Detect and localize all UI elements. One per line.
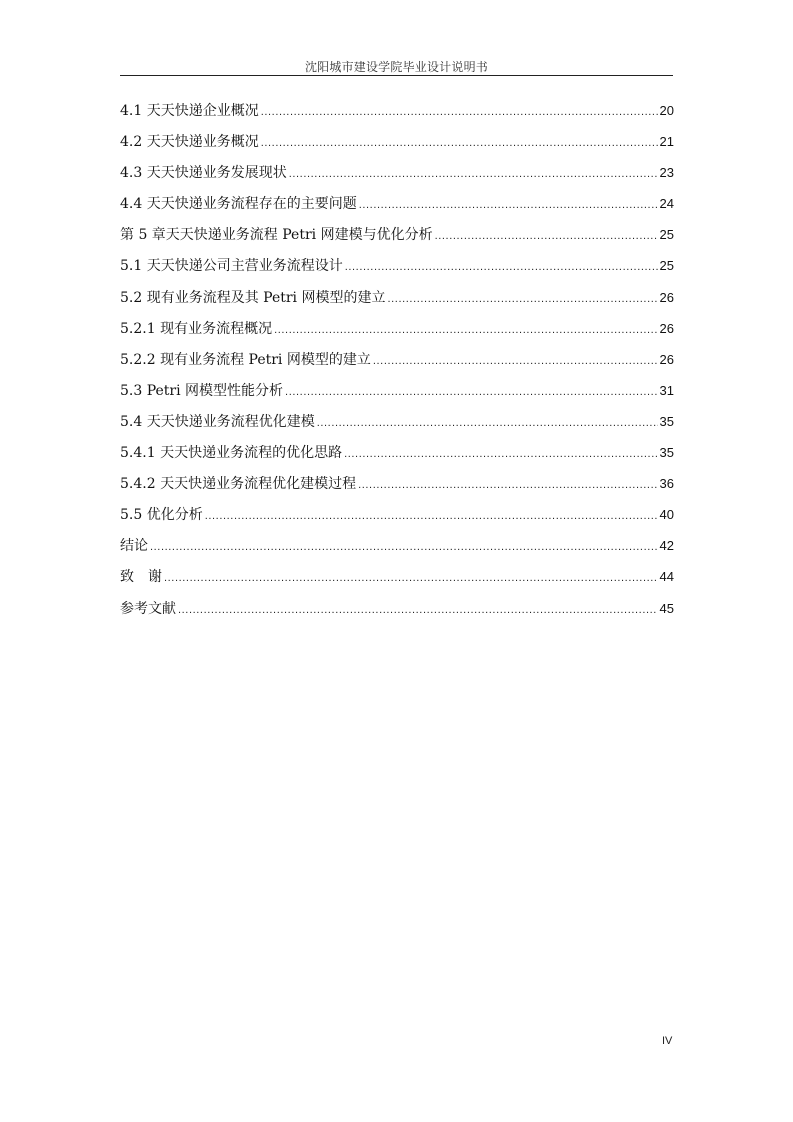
toc-entry-title: 5.5 优化分析 — [120, 507, 203, 524]
toc-entry-title: 5.4.2 天天快递业务流程优化建模过程 — [120, 476, 357, 493]
toc-entry[interactable] — [120, 566, 674, 597]
toc-entry[interactable] — [120, 411, 674, 442]
toc-entry-page: 23 — [659, 165, 674, 181]
toc-entry-page: 21 — [659, 134, 674, 150]
toc-entry[interactable] — [120, 535, 674, 566]
toc-leader-dots — [373, 350, 658, 372]
toc-entry[interactable] — [120, 442, 674, 473]
table-of-contents — [120, 100, 674, 629]
toc-leader-dots — [261, 132, 658, 154]
toc-entry-title: 4.4 天天快递业务流程存在的主要问题 — [120, 196, 357, 213]
toc-entry-page: 24 — [659, 196, 674, 212]
toc-leader-dots — [344, 443, 657, 465]
toc-entry-title: 参考文献 — [120, 600, 176, 617]
toc-entry-title: 结论 — [120, 538, 148, 555]
toc-entry[interactable] — [120, 255, 674, 286]
toc-entry[interactable] — [120, 162, 674, 193]
toc-entry-page: 45 — [659, 600, 674, 616]
toc-entry-title: 5.2 现有业务流程及其 Petri 网模型的建立 — [120, 289, 386, 306]
toc-entry[interactable] — [120, 473, 674, 504]
toc-leader-dots — [359, 194, 658, 216]
toc-entry-page: 40 — [659, 507, 674, 523]
toc-entry-page: 35 — [659, 445, 674, 461]
toc-leader-dots — [289, 163, 658, 185]
toc-leader-dots — [261, 101, 658, 123]
toc-entry[interactable] — [120, 224, 674, 255]
toc-entry-title: 5.4 天天快递业务流程优化建模 — [120, 413, 315, 430]
toc-leader-dots — [205, 505, 658, 527]
toc-leader-dots — [388, 288, 658, 310]
toc-entry-title: 第 5 章天天快递业务流程 Petri 网建模与优化分析 — [120, 227, 433, 244]
toc-entry[interactable] — [120, 318, 674, 349]
toc-leader-dots — [317, 412, 658, 434]
toc-entry-title: 5.1 天天快递公司主营业务流程设计 — [120, 258, 343, 275]
toc-entry[interactable] — [120, 131, 674, 162]
toc-entry-title: 4.1 天天快递企业概况 — [120, 103, 259, 119]
toc-entry-page: 42 — [659, 538, 674, 554]
toc-entry-title: 5.2.2 现有业务流程 Petri 网模型的建立 — [120, 351, 371, 368]
toc-entry[interactable] — [120, 100, 674, 131]
toc-leader-dots — [285, 381, 657, 403]
toc-entry-title: 致 谢 — [120, 569, 162, 586]
toc-entry-title: 4.2 天天快递业务概况 — [120, 134, 259, 151]
toc-entry-page: 31 — [659, 382, 674, 398]
toc-entry[interactable] — [120, 287, 674, 318]
toc-leader-dots — [358, 474, 657, 496]
toc-entry-page: 20 — [659, 103, 674, 118]
header-divider — [120, 75, 673, 76]
running-header: 沈阳城市建设学院毕业设计说明书 — [304, 60, 488, 74]
toc-entry-title: 5.4.1 天天快递业务流程的优化思路 — [120, 445, 343, 462]
toc-entry-page: 25 — [659, 227, 674, 243]
toc-entry-page: 26 — [659, 320, 674, 336]
toc-entry-title: 5.3 Petri 网模型性能分析 — [120, 382, 284, 399]
toc-leader-dots — [274, 319, 657, 341]
toc-entry[interactable] — [120, 380, 674, 411]
toc-entry-page: 35 — [659, 413, 674, 429]
toc-entry[interactable] — [120, 193, 674, 224]
toc-entry-title: 4.3 天天快递业务发展现状 — [120, 165, 287, 182]
toc-entry-title: 5.2.1 现有业务流程概况 — [120, 320, 273, 337]
page-number: IV — [662, 1035, 673, 1047]
toc-leader-dots — [178, 599, 658, 621]
toc-entry[interactable] — [120, 349, 674, 380]
toc-entry-page: 26 — [659, 289, 674, 305]
toc-entry-page: 44 — [659, 569, 674, 585]
toc-entry[interactable] — [120, 598, 674, 629]
toc-entry-page: 25 — [659, 258, 674, 274]
toc-leader-dots — [150, 536, 658, 558]
toc-entry-page: 26 — [659, 351, 674, 367]
toc-leader-dots — [345, 256, 658, 278]
toc-leader-dots — [435, 225, 658, 247]
toc-entry-page: 36 — [659, 476, 674, 492]
toc-leader-dots — [164, 567, 658, 589]
toc-entry[interactable] — [120, 504, 674, 535]
